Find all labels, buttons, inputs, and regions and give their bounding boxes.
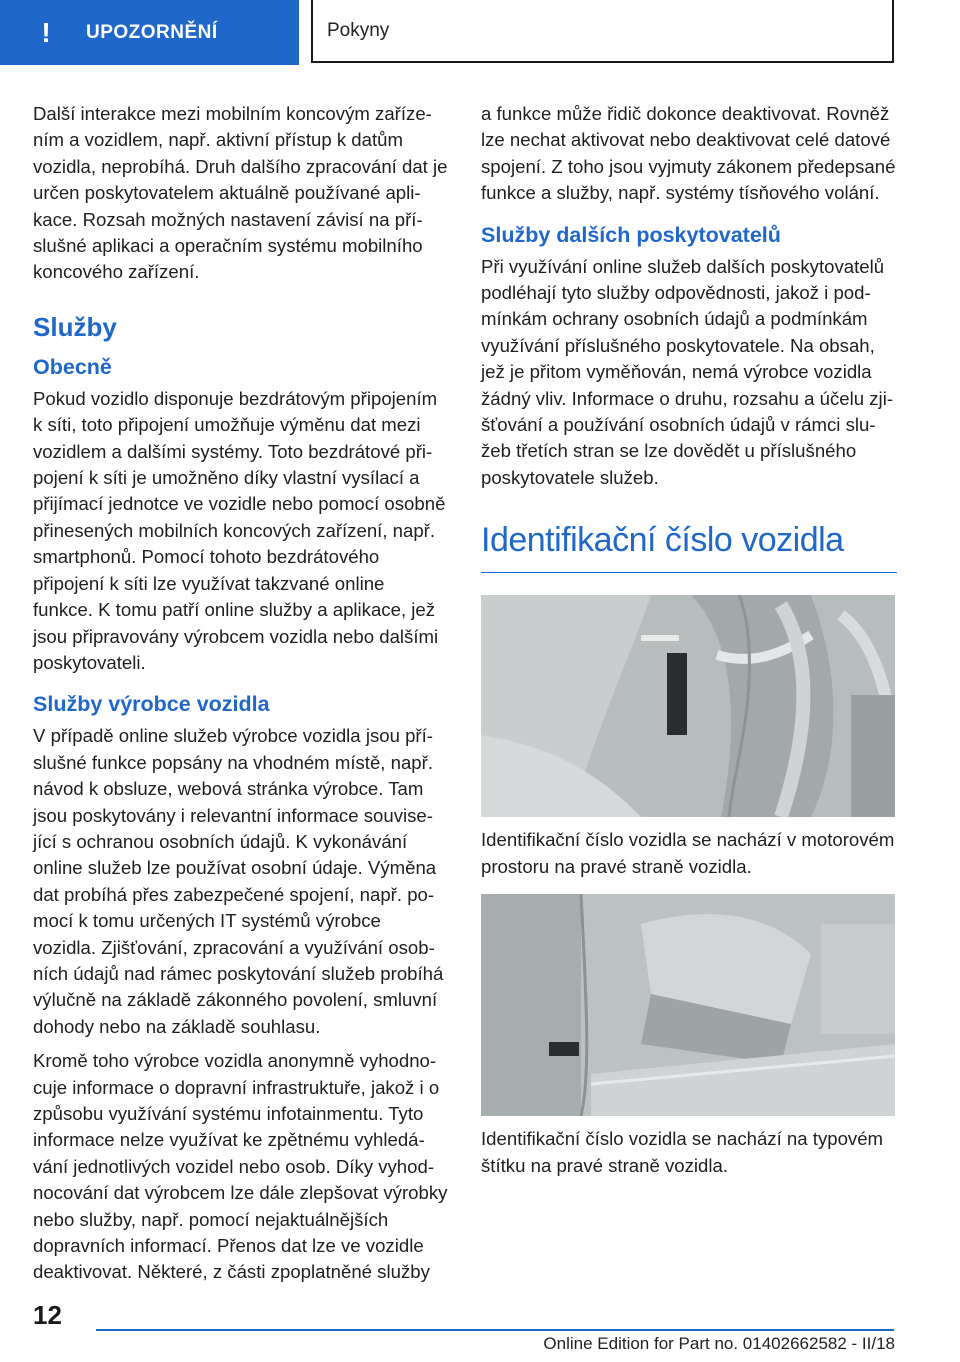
- heading-services: Služby: [33, 311, 117, 342]
- caption-type-plate: Identifikační číslo vozidla se nachází na typovém štítku na pravé straně vozidla.: [481, 1128, 884, 1176]
- manufacturer-paragraph-1: V případě online služeb výrobce vozidla jsou příslušné funkce popsány na vhodném místě, např. návod k obsluze, webová stránka výrobce. Tam jsou poskytovány i relevantní informace související s ochranou osobních údajů. K vykonávání online služeb lze používat osobní údaje. Výměna dat probíhá přes zabezpečené spojení, např. pomocí k tomu určených IT systémů výrobce vozidla. Zjišťování, zpracování a využívání osobních údajů nad rámec poskytování služeb probíhá výlučně na základě zákonného povolení, smluvní dohody nebo na základě souhlasu.: [33, 725, 444, 1037]
- heading-manufacturer-services: Služby výrobce vozidla: [33, 692, 270, 717]
- left-column: [33, 101, 449, 1286]
- heading-general: Obecně: [33, 354, 112, 379]
- edition-footer: Online Edition for Part no. 01402662582 - II/18: [543, 1334, 895, 1353]
- third-party-paragraph: Při využívání online služeb dalších poskytovatelů podléhají tyto služby odpovědnosti, jakož i podmínkám ochrany osobních údajů a podmínkám využívání příslušného poskytovatele. Na obsah, jež je přitom vyměňován, nemá výrobce vozidla žádný vliv. Informace o druhu, rozsahu a účelu zjišťování a používání osobních údajů v rámci služeb třetích stran se lze dovědět u příslušného poskytovatele služeb.: [481, 255, 894, 488]
- section-header: [311, 0, 894, 63]
- general-paragraph: Pokud vozidlo disponuje bezdrátovým připojením k síti, toto připojení umožňuje výměnu dat mezi vozidlem a dalšími systémy. Toto bezdrátové připojení k síti je umožněno díky vlastní vysílací a přijímací jednotce ve vozidle nebo pomocí osobně přinesených mobilních koncových zařízení, např. smartphonů. Pomocí tohoto bezdrátového připojení k síti lze využívat takzvané online funkce. K tomu patří online služby a aplikace, jež jsou připravovány výrobcem vozidla nebo dalšími poskytovateli.: [33, 387, 446, 673]
- intro-paragraph: Další interakce mezi mobilním koncovým zařízením a vozidlem, např. aktivní přístup k datům vozidla, neprobíhá. Druh dalšího zpracování dat je určen poskytovatelem aktuálně používané aplikace. Rozsah možných nastavení závisí na příslušné aplikaci a operačním systému mobilního koncového zařízení.: [33, 103, 448, 283]
- right-column: [481, 101, 897, 1179]
- engine-bay-figure: [481, 595, 895, 817]
- caption-engine-bay: Identifikační číslo vozidla se nachází v motorovém prostoru na pravé straně vozidla.: [481, 829, 895, 877]
- page-number: 12: [33, 1300, 62, 1330]
- section-title: Pokyny: [327, 19, 390, 41]
- type-plate-figure: [481, 894, 895, 1116]
- exclamation-icon: !: [41, 16, 51, 48]
- manufacturer-paragraph-2: Kromě toho výrobce vozidla anonymně vyhodnocuje informace o dopravní infrastruktuře, jakož i o způsobu využívání systému infotainmentu. Tyto informace nelze využívat ke zpětnému vyhledávání jednotlivých vozidel nebo osob. Díky vyhodnocování dat výrobcem lze dále zlepšovat výrobky nebo služby, např. pomocí nejaktuálnějších dopravních informací. Přenos dat lze ve vozidle deaktivovat. Některé, z části zpoplatněné služby: [33, 1050, 448, 1283]
- heading-third-party-services: Služby dalších poskytovatelů: [481, 222, 781, 247]
- warning-tab: [0, 0, 299, 65]
- continued-paragraph: a funkce může řidič dokonce deaktivovat. Rovněž lze nechat aktivovat nebo deaktivovat celé datové spojení. Z toho jsou vyjmuty zákonem předepsané funkce a služby, např. systémy tísňového volání.: [481, 103, 896, 204]
- heading-vin: Identifikační číslo vozidla: [481, 521, 897, 573]
- footer-divider: [96, 1329, 894, 1331]
- warning-label: UPOZORNĚNÍ: [86, 21, 218, 43]
